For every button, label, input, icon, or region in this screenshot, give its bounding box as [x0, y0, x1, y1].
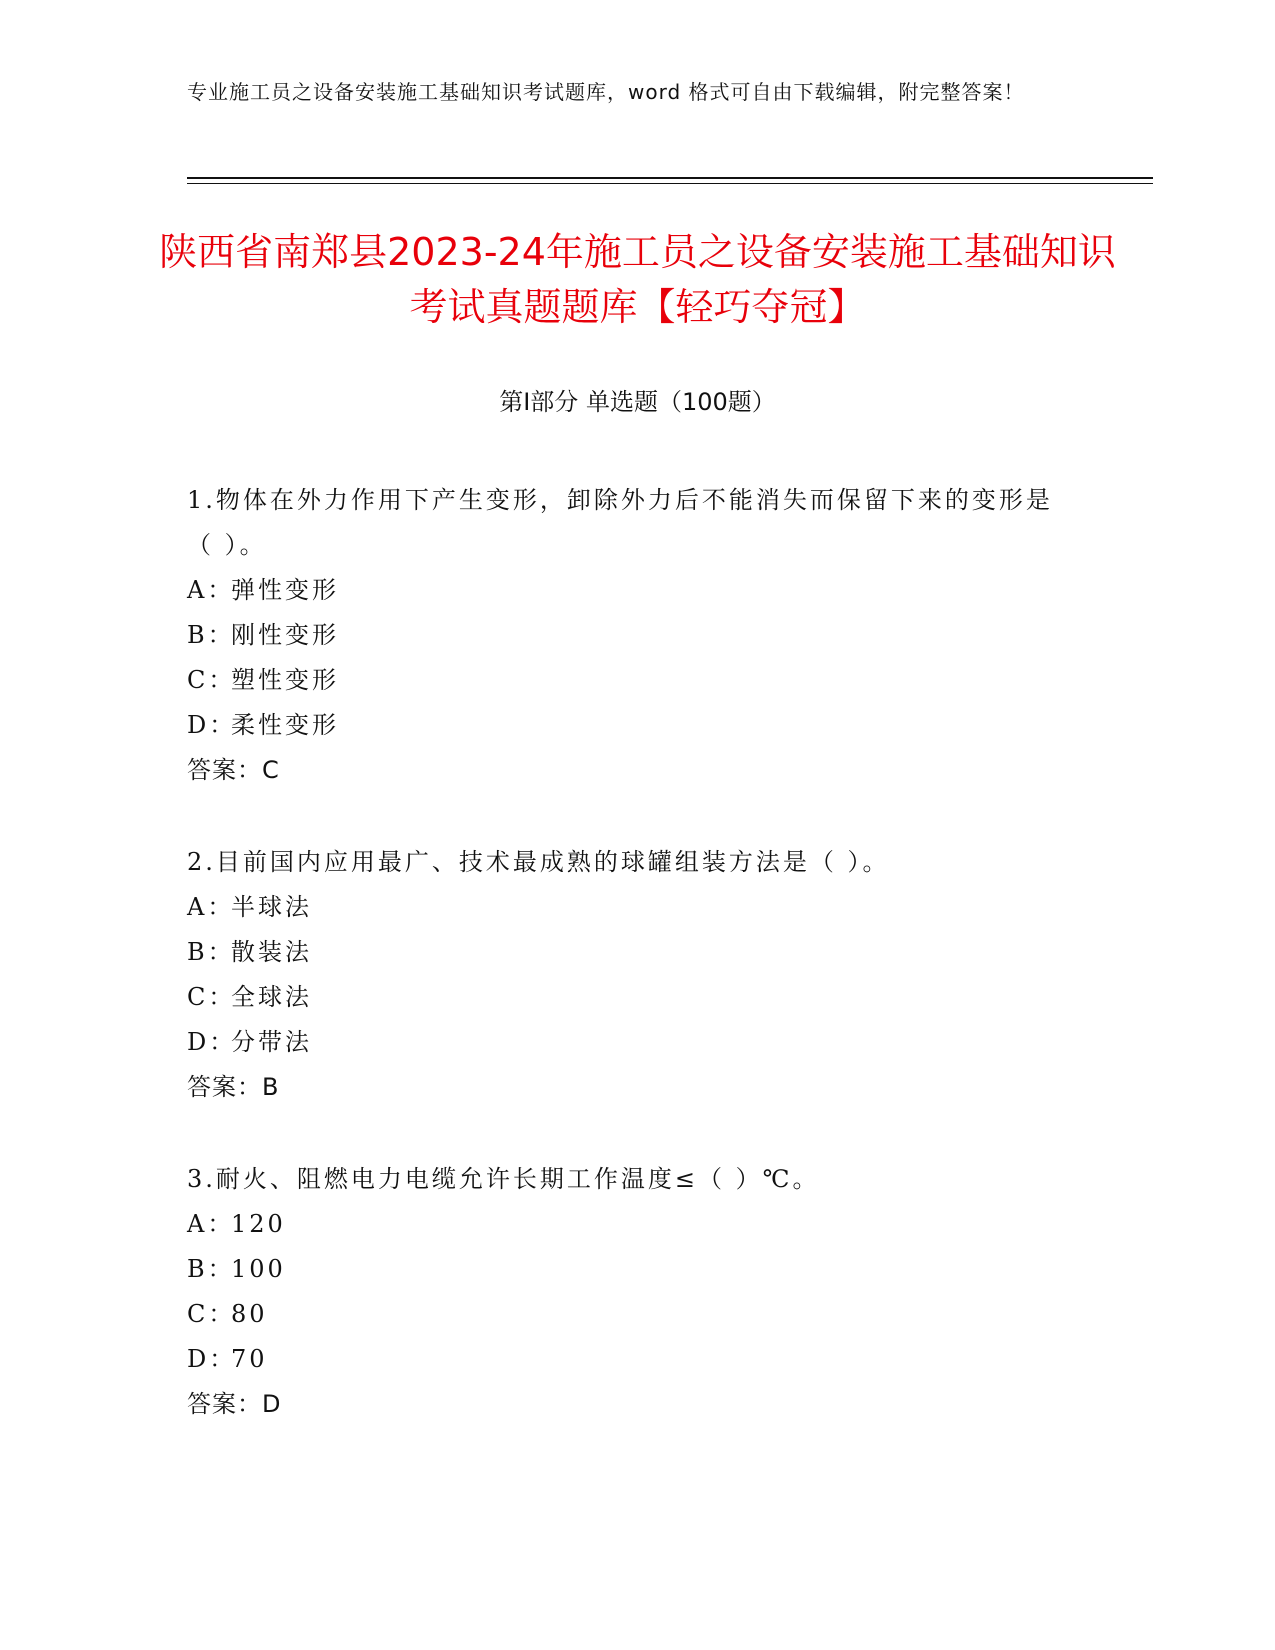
- header-note: 专业施工员之设备安装施工基础知识考试题库，word 格式可自由下载编辑，附完整答案！: [187, 80, 1025, 104]
- option-key: B：: [187, 1255, 235, 1283]
- document-title: 陕西省南郑县2023-24年施工员之设备安装施工基础知识考试真题题库【轻巧夺冠】: [159, 230, 1116, 329]
- question-stem: 1.物体在外力作用下产生变形，卸除外力后不能消失而保留下来的变形是（ ）。: [187, 486, 1053, 559]
- option-b: [187, 613, 1067, 658]
- option-a: [187, 885, 1067, 930]
- option-key: D：: [187, 711, 237, 739]
- option-d: [187, 1337, 1067, 1382]
- option-d: [187, 1020, 1067, 1065]
- option-key: C：: [187, 1300, 236, 1328]
- answer-line: 答案：B: [187, 1073, 280, 1101]
- option-text: 弹性变形: [231, 576, 339, 604]
- option-c: [187, 658, 1067, 703]
- option-d: [187, 703, 1067, 748]
- option-text: 70: [231, 1345, 268, 1373]
- option-key: B：: [187, 621, 235, 649]
- header-divider-thin: [187, 183, 1153, 184]
- option-a: [187, 568, 1067, 613]
- question-stem: 2.目前国内应用最广、技术最成熟的球罐组装方法是（ ）。: [187, 848, 890, 876]
- section-heading: 第Ⅰ部分 单选题（100题）: [499, 388, 776, 416]
- option-text: 80: [231, 1300, 268, 1328]
- option-key: D：: [187, 1345, 237, 1373]
- option-key: A：: [187, 576, 235, 604]
- option-text: 半球法: [231, 893, 312, 921]
- option-text: 100: [231, 1255, 286, 1283]
- option-text: 刚性变形: [231, 621, 339, 649]
- option-text: 塑性变形: [231, 666, 339, 694]
- option-c: [187, 975, 1067, 1020]
- option-text: 120: [231, 1210, 286, 1238]
- option-key: A：: [187, 1210, 235, 1238]
- option-c: [187, 1292, 1067, 1337]
- option-a: [187, 1202, 1067, 1247]
- question-stem: 3.耐火、阻燃电力电缆允许长期工作温度≤（ ）℃。: [187, 1165, 820, 1193]
- answer-line: 答案：C: [187, 756, 280, 784]
- option-b: [187, 930, 1067, 975]
- option-key: B：: [187, 938, 235, 966]
- option-text: 柔性变形: [231, 711, 339, 739]
- question-list: [187, 478, 1067, 1474]
- option-text: 全球法: [231, 983, 312, 1011]
- option-key: A：: [187, 893, 235, 921]
- question-item: [187, 1157, 1067, 1427]
- option-text: 分带法: [231, 1028, 312, 1056]
- option-key: C：: [187, 983, 236, 1011]
- option-key: D：: [187, 1028, 237, 1056]
- header-divider-thick: [187, 177, 1153, 179]
- option-b: [187, 1247, 1067, 1292]
- option-text: 散装法: [231, 938, 312, 966]
- answer-line: 答案：D: [187, 1390, 282, 1418]
- question-item: [187, 478, 1067, 793]
- question-item: [187, 840, 1067, 1110]
- option-key: C：: [187, 666, 236, 694]
